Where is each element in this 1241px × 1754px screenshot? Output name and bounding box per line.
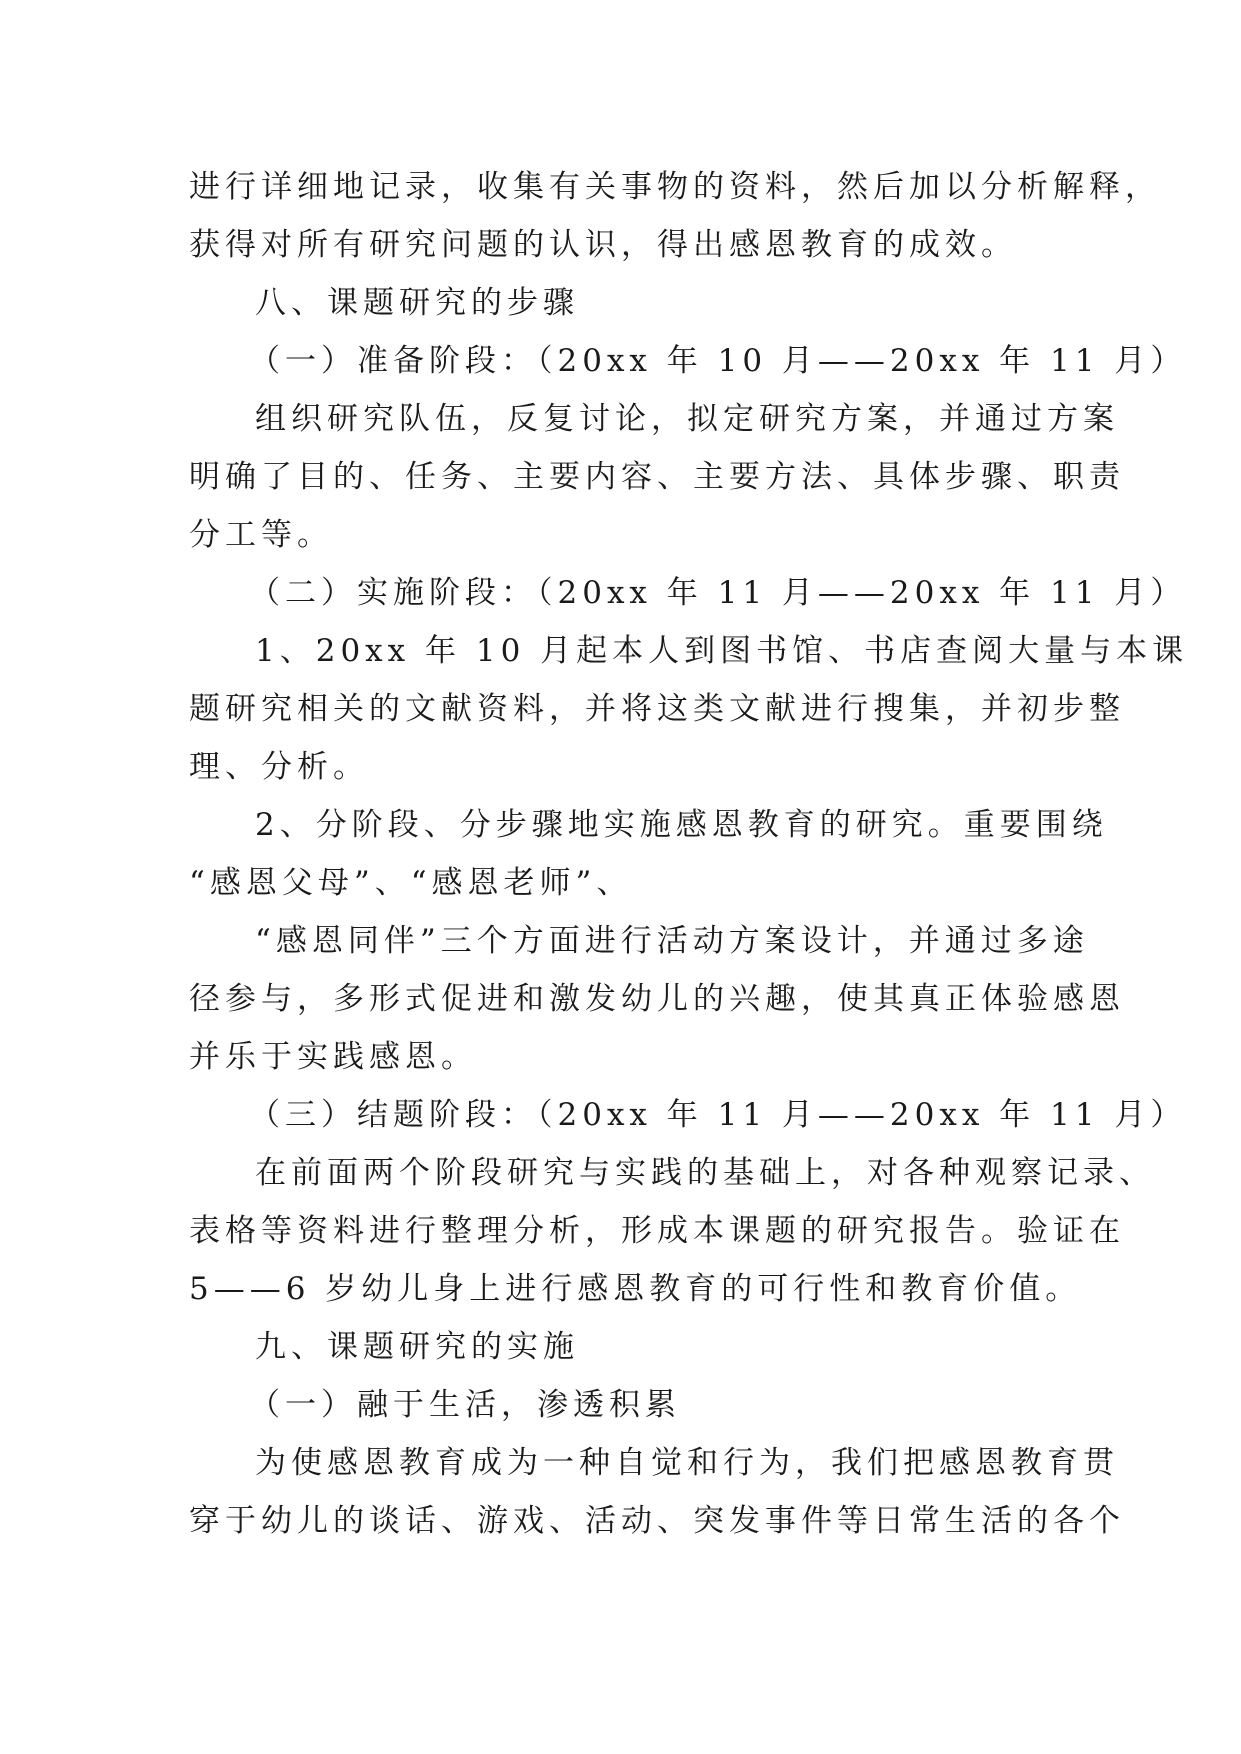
subsection-heading: （二）实施阶段：（20xx 年 11 月——20xx 年 11 月）	[249, 575, 1187, 611]
paragraph-line: 径参与，多形式促进和激发幼儿的兴趣，使其真正体验感恩	[189, 981, 1125, 1017]
section-heading: 八、课题研究的步骤	[255, 285, 579, 321]
paragraph-line: “感恩父母”、“感恩老师”、	[189, 865, 633, 901]
paragraph-line: 在前面两个阶段研究与实践的基础上，对各种观察记录、	[255, 1155, 1155, 1191]
paragraph-line: 表格等资料进行整理分析，形成本课题的研究报告。验证在	[189, 1213, 1125, 1249]
paragraph-line: 分工等。	[189, 517, 333, 553]
paragraph-line: 穿于幼儿的谈话、游戏、活动、突发事件等日常生活的各个	[189, 1503, 1125, 1539]
section-heading: 九、课题研究的实施	[255, 1329, 579, 1365]
paragraph-line: 1、20xx 年 10 月起本人到图书馆、书店查阅大量与本课	[255, 633, 1189, 669]
paragraph-line: 组织研究队伍，反复讨论，拟定研究方案，并通过方案	[255, 401, 1119, 437]
paragraph-line: 为使感恩教育成为一种自觉和行为，我们把感恩教育贯	[255, 1445, 1119, 1481]
paragraph-line: 理、分析。	[189, 749, 369, 785]
paragraph-line: 获得对所有研究问题的认识，得出感恩教育的成效。	[189, 227, 1017, 263]
paragraph-line: 进行详细地记录，收集有关事物的资料，然后加以分析解释，	[189, 169, 1161, 205]
subsection-heading: （一）准备阶段：（20xx 年 10 月——20xx 年 11 月）	[249, 343, 1187, 379]
document-body	[189, 158, 1189, 1550]
paragraph-line: 5——6 岁幼儿身上进行感恩教育的可行性和教育价值。	[189, 1271, 1082, 1307]
paragraph-line: 题研究相关的文献资料，并将这类文献进行搜集，并初步整	[189, 691, 1125, 727]
paragraph-line: 并乐于实践感恩。	[189, 1039, 477, 1075]
subsection-heading: （一）融于生活，渗透积累	[249, 1387, 681, 1423]
paragraph-line: 2、分阶段、分步骤地实施感恩教育的研究。重要围绕	[255, 807, 1108, 843]
paragraph-line: 明确了目的、任务、主要内容、主要方法、具体步骤、职责	[189, 459, 1125, 495]
paragraph-line: “感恩同伴”三个方面进行活动方案设计，并通过多途	[255, 923, 1089, 959]
subsection-heading: （三）结题阶段：（20xx 年 11 月——20xx 年 11 月）	[249, 1097, 1187, 1133]
